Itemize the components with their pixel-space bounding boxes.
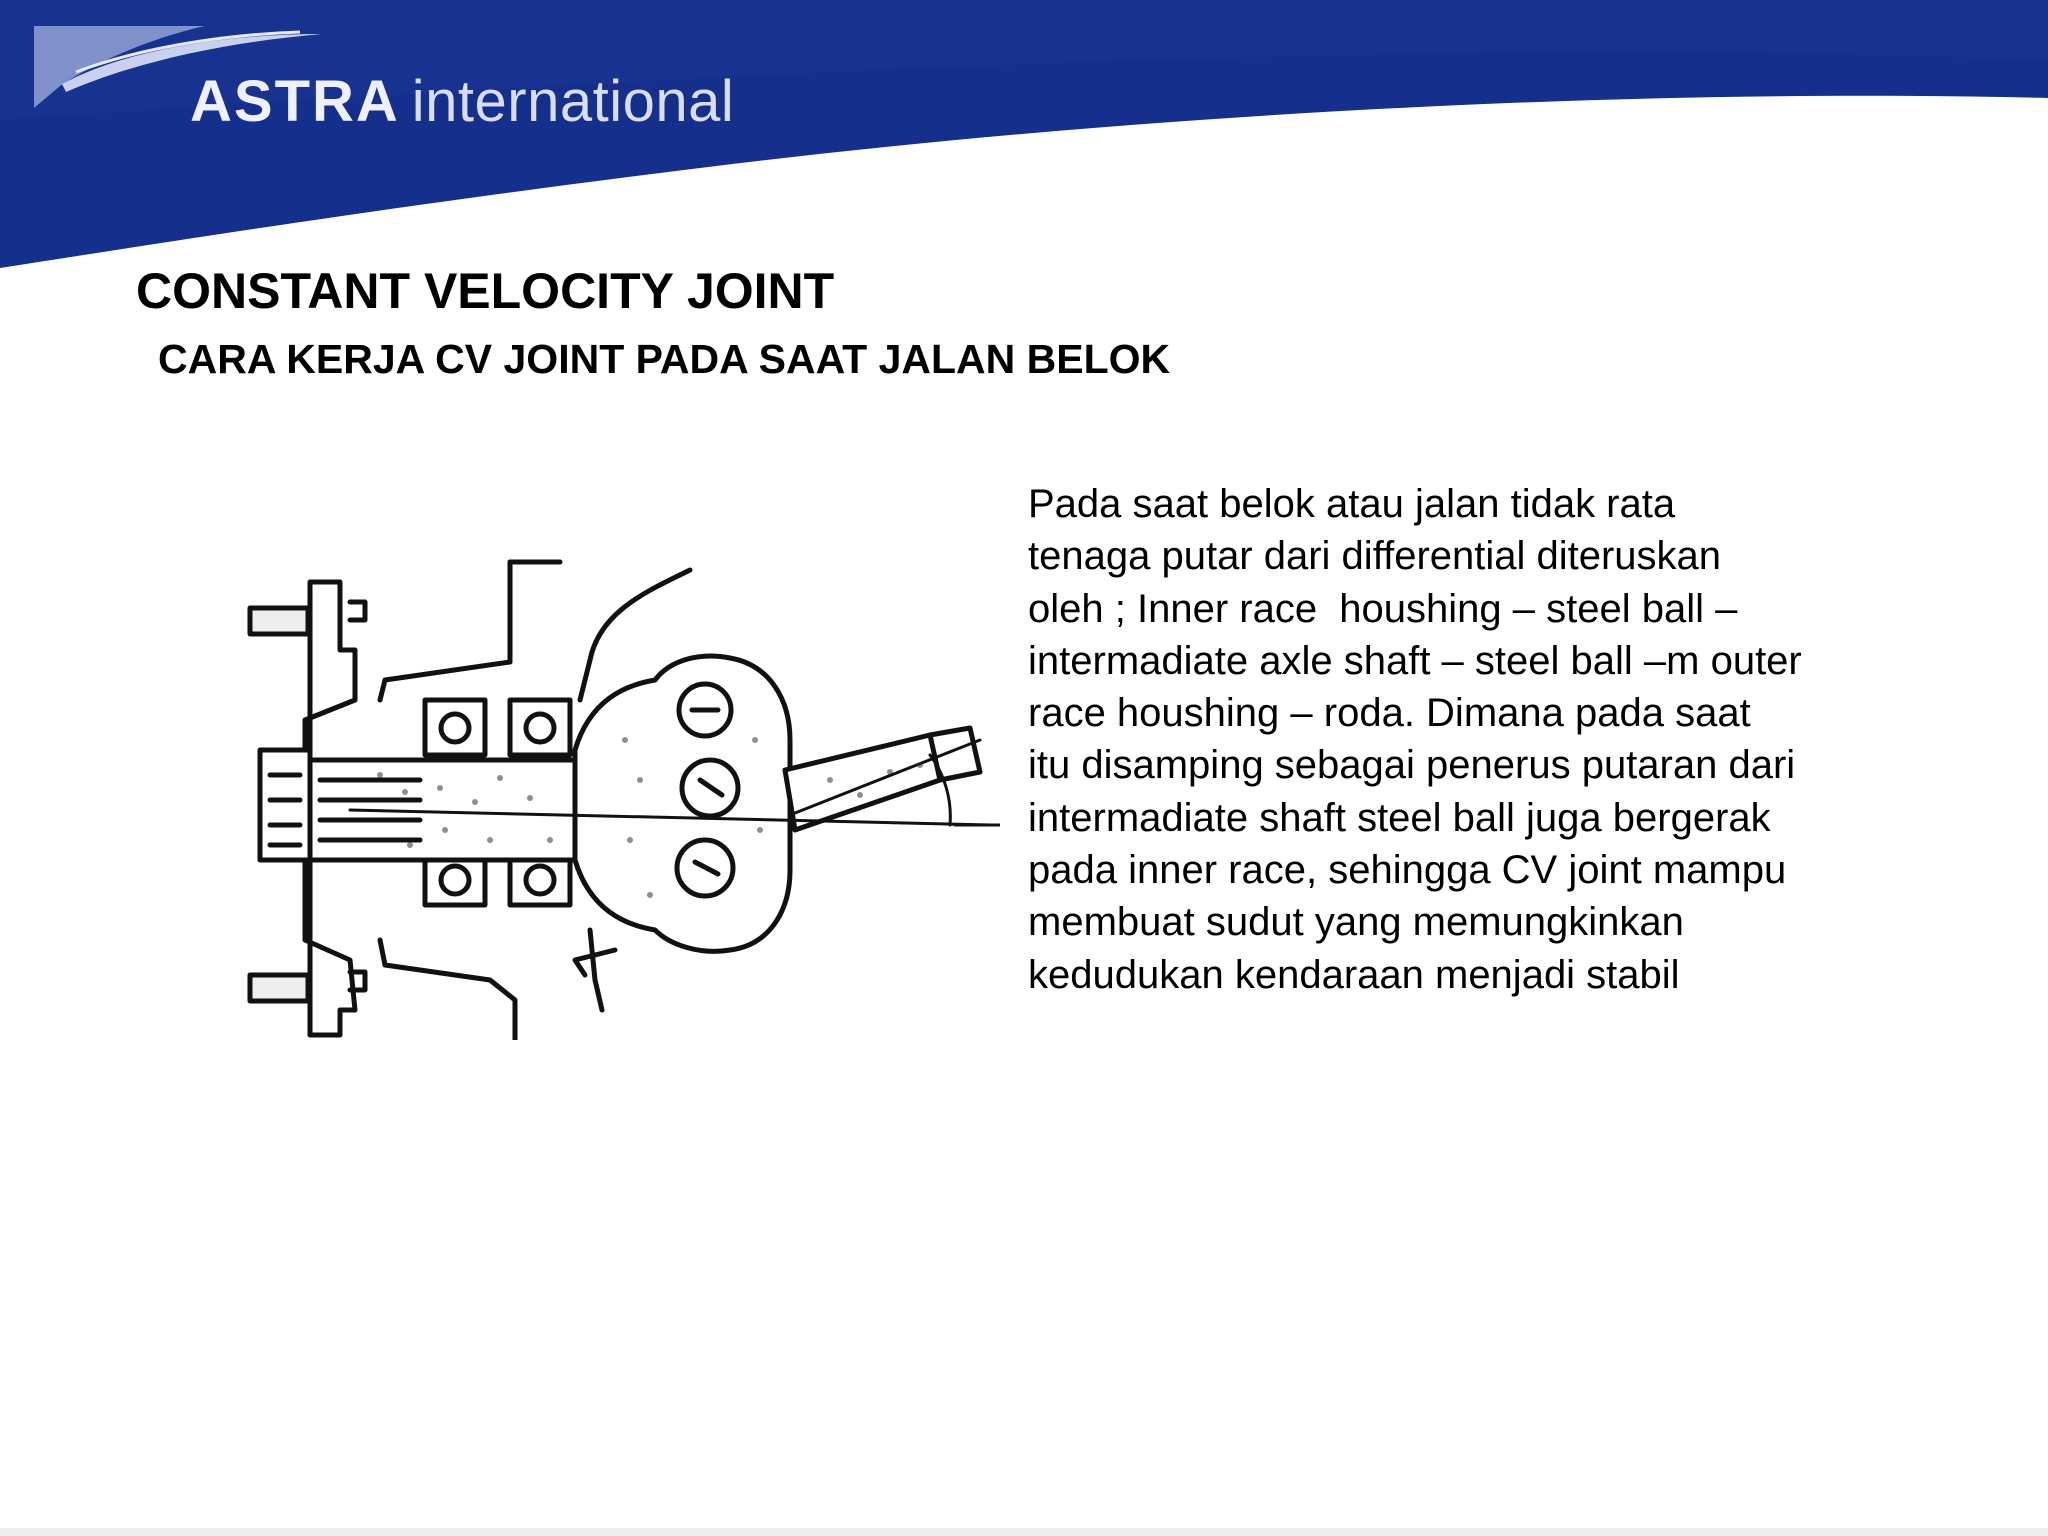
brand-name-light: international — [411, 69, 735, 134]
body-line: intermadiate axle shaft – steel ball –m outer — [1028, 638, 1802, 683]
cv-joint-diagram-icon — [230, 540, 1000, 1040]
brand-wordmark — [190, 68, 734, 135]
footer-divider — [0, 1528, 2048, 1536]
body-line: Pada saat belok atau jalan tidak rata — [1028, 482, 1676, 526]
body-line: tenaga putar dari differential diteruskan — [1028, 534, 1722, 579]
body-line: oleh ; Inner race houshing – steel ball – — [1028, 586, 1738, 631]
body-line: race houshing – roda. Dimana pada saat — [1028, 691, 1751, 736]
body-line: pada inner race, sehingga CV joint mampu — [1028, 848, 1787, 893]
body-line: membuat sudut yang memungkinkan — [1028, 900, 1684, 945]
body-line: kedudukan kendaraan menjadi stabil — [1028, 952, 1680, 997]
body-line: intermadiate shaft steel ball juga bergerak — [1028, 795, 1771, 840]
page-title: CONSTANT VELOCITY JOINT — [136, 263, 835, 319]
page-subtitle: CARA KERJA CV JOINT PADA SAAT JALAN BELOK — [158, 336, 1171, 382]
body-paragraph — [1028, 478, 1988, 1001]
header-band — [0, 0, 2048, 280]
body-line: itu disamping sebagai penerus putaran dari — [1028, 743, 1796, 788]
brand-name-strong: ASTRA — [190, 69, 400, 134]
